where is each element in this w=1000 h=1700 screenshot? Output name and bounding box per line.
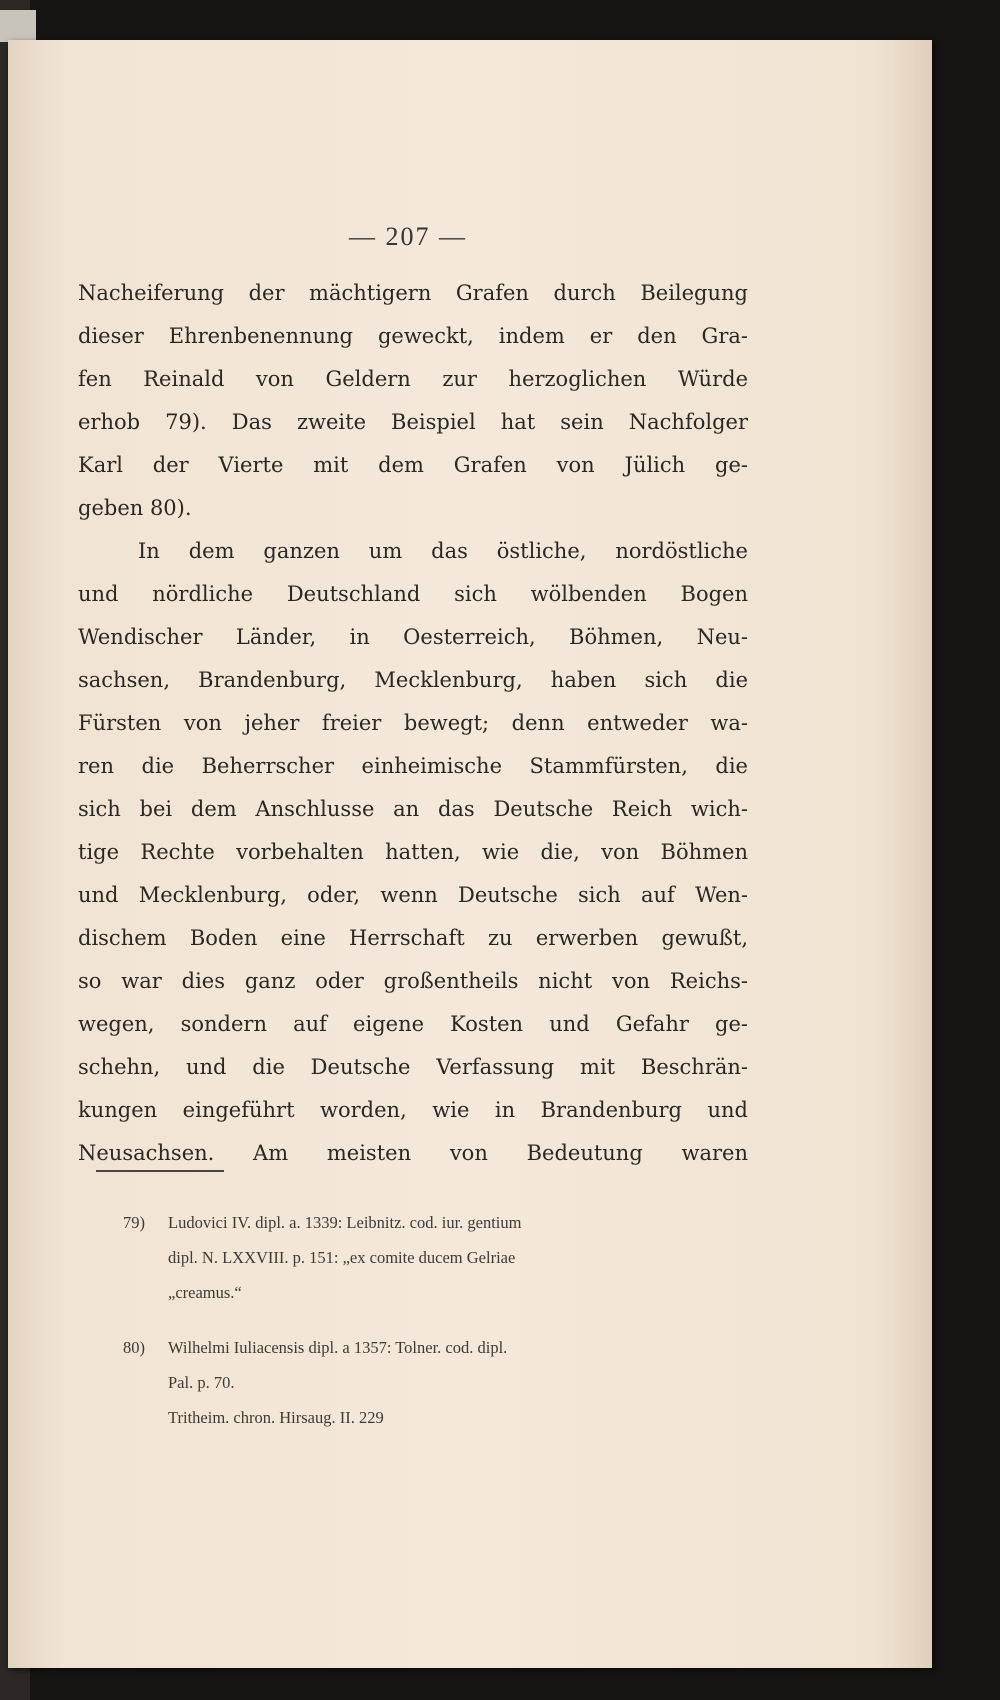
text-line: sich bei dem Anschlusse an das Deutsche Reich wich- — [78, 797, 748, 821]
footnote-79 — [123, 1205, 753, 1310]
text-line: fen Reinald von Geldern zur herzoglichen Würde — [78, 367, 748, 391]
text-line: In dem ganzen um das östliche, nordöstliche — [138, 539, 748, 563]
footnote-divider — [96, 1170, 224, 1172]
footnote-80 — [123, 1330, 753, 1400]
text-line: schehn, und die Deutsche Verfassung mit Beschrän- — [78, 1055, 748, 1079]
text-line: ren die Beherrscher einheimische Stammfürsten, die — [78, 754, 748, 778]
footnote-line: „creamus.“ — [168, 1283, 242, 1302]
page-number-header: — 207 — — [349, 222, 467, 251]
text-line: dieser Ehrenbenennung geweckt, indem er den Gra- — [78, 324, 748, 348]
text-line: dischem Boden eine Herrschaft zu erwerben gewußt, — [78, 926, 748, 950]
text-line: wegen, sondern auf eigene Kosten und Gefahr ge- — [78, 1012, 748, 1036]
footnote-number: 79) — [123, 1213, 145, 1232]
text-line: Karl der Vierte mit dem Grafen von Jülich ge- — [78, 453, 748, 477]
footnote-line: Ludovici IV. dipl. a. 1339: Leibnitz. cod. iur. gentium — [168, 1213, 522, 1232]
scan-corner-tab — [0, 10, 36, 42]
text-line: so war dies ganz oder großentheils nicht von Reichs- — [78, 969, 748, 993]
text-line: Fürsten von jeher freier bewegt; denn entweder wa- — [78, 711, 748, 735]
book-page — [8, 40, 932, 1668]
text-line: Wendischer Länder, in Oesterreich, Böhmen, Neu- — [78, 625, 748, 649]
text-line: kungen eingeführt worden, wie in Brandenburg und — [78, 1098, 748, 1122]
footnote-continuation: Tritheim. chron. Hirsaug. II. 229 — [168, 1408, 384, 1427]
text-line: und nördliche Deutschland sich wölbenden Bogen — [78, 582, 748, 606]
text-line: tige Rechte vorbehalten hatten, wie die, von Böhmen — [78, 840, 748, 864]
body-text — [78, 272, 748, 1175]
text-line: sachsen, Brandenburg, Mecklenburg, haben sich die — [78, 668, 748, 692]
text-line: und Mecklenburg, oder, wenn Deutsche sich auf Wen- — [78, 883, 748, 907]
footnote-line: Wilhelmi Iuliacensis dipl. a 1357: Tolner. cod. dipl. — [168, 1338, 508, 1357]
footnotes — [123, 1205, 753, 1435]
footnote-line: dipl. N. LXXVIII. p. 151: „ex comite ducem Gelriae — [168, 1248, 516, 1267]
footnote-number: 80) — [123, 1338, 145, 1357]
text-line: geben 80). — [78, 496, 192, 520]
text-line: Nacheiferung der mächtigern Grafen durch Beilegung — [78, 281, 748, 305]
footnote-line: Pal. p. 70. — [168, 1373, 235, 1392]
text-line: Neusachsen. Am meisten von Bedeutung waren — [78, 1141, 748, 1165]
text-line: erhob 79). Das zweite Beispiel hat sein Nachfolger — [78, 410, 748, 434]
